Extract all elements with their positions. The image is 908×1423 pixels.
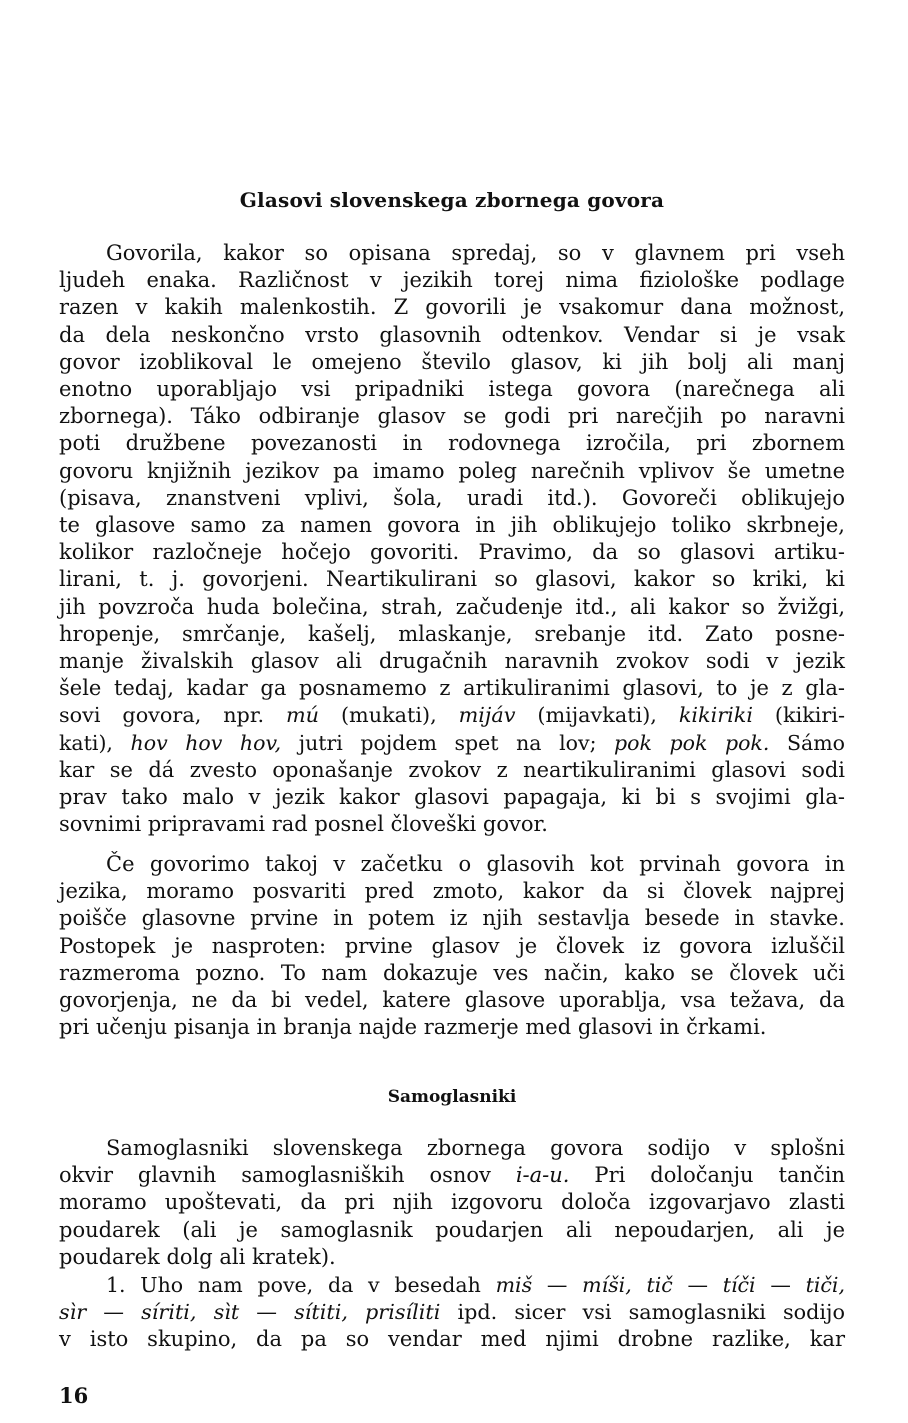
text-line: kolikor razločneje hočejo govoriti. Pravimo, da so glasovi artiku- bbox=[59, 540, 845, 565]
paragraph-2 bbox=[59, 851, 845, 1041]
page-number: 16 bbox=[59, 1383, 89, 1408]
text-line: sovnimi pripravami rad posnel človeški govor. bbox=[59, 812, 548, 837]
text-line: jezika, moramo posvariti pred zmoto, kakor da si človek najprej bbox=[59, 879, 845, 904]
text-line: prav tako malo v jezik kakor glasovi papagaja, ki bi s svojimi gla- bbox=[59, 785, 845, 810]
text-line: govor izoblikoval le omejeno število glasov, ki jih bolj ali manj bbox=[59, 349, 845, 374]
text-line: enotno uporabljajo vsi pripadniki istega govora (narečnega ali bbox=[59, 377, 845, 402]
text-line: 1. Uho nam pove, da v besedah miš — míši, tič — tíči — tiči, bbox=[106, 1273, 845, 1297]
text-line: hropenje, smrčanje, kašelj, mlaskanje, srebanje itd. Zato posne- bbox=[59, 621, 845, 646]
text-line: sovi govora, npr. mú (mukati), mijáv (mijavkati), kikiriki (kikiri- bbox=[59, 703, 845, 728]
text-line: Postopek je nasproten: prvine glasov je človek iz govora izluščil bbox=[59, 933, 845, 958]
text-line: okvir glavnih samoglasniških osnov i-a-u. Pri določanju tančin bbox=[59, 1163, 845, 1188]
text-line: v isto skupino, da pa so vendar med njimi drobne razlike, kar bbox=[59, 1327, 845, 1352]
text-line: sìr — síriti, sìt — sítiti, prisíliti ipd. sicer vsi samoglasniki sodijo bbox=[59, 1300, 845, 1325]
text-line: zbornega). Táko odbiranje glasov se godi pri narečjih po naravni bbox=[59, 404, 845, 429]
text-line: poišče glasovne prvine in potem iz njih sestavlja besede in stavke. bbox=[59, 906, 845, 931]
subsection-heading: Samoglasniki bbox=[387, 1087, 517, 1107]
section-title: Glasovi slovenskega zbornega govora bbox=[239, 188, 665, 212]
paragraph-4 bbox=[59, 1272, 845, 1354]
text-line: kar se dá zvesto oponašanje zvokov z neartikuliranimi glasovi sodi bbox=[59, 757, 845, 782]
paragraph-1 bbox=[59, 240, 845, 838]
text-line: razmeroma pozno. To nam dokazuje ves način, kako se človek uči bbox=[59, 960, 845, 985]
text-line: pri učenju pisanja in branja najde razmerje med glasovi in črkami. bbox=[59, 1015, 767, 1040]
text-line: te glasove samo za namen govora in jih oblikujejo toliko skrbneje, bbox=[59, 513, 845, 538]
text-line: ljudeh enaka. Različnost v jezikih torej nima fiziološke podlage bbox=[59, 268, 845, 293]
text-line: manje živalskih glasov ali drugačnih naravnih zvokov sodi v jezik bbox=[59, 649, 845, 674]
text-line: moramo upoštevati, da pri njih izgovoru določa izgovarjavo zlasti bbox=[59, 1190, 845, 1215]
text-line: Če govorimo takoj v začetku o glasovih kot prvinah govora in bbox=[106, 852, 845, 876]
text-line: poudarek dolg ali kratek). bbox=[59, 1244, 336, 1269]
text-line: Govorila, kakor so opisana spredaj, so v glavnem pri vseh bbox=[106, 241, 845, 265]
text-line: jih povzroča huda bolečina, strah, začudenje itd., ali kakor so žvižgi, bbox=[59, 594, 845, 619]
text-line: poudarek (ali je samoglasnik poudarjen ali nepoudarjen, ali je bbox=[59, 1217, 845, 1242]
text-line: poti družbene povezanosti in rodovnega izročila, pri zbornem bbox=[59, 431, 845, 456]
text-line: kati), hov hov hov, jutri pojdem spet na lov; pok pok pok. Sámo bbox=[59, 730, 845, 755]
text-line: Samoglasniki slovenskega zbornega govora sodijo v splošni bbox=[106, 1136, 845, 1160]
book-page bbox=[59, 0, 845, 1423]
text-line: lirani, t. j. govorjeni. Neartikulirani so glasovi, kakor so kriki, ki bbox=[59, 567, 845, 592]
text-line: da dela neskončno vrsto glasovnih odtenkov. Vendar si je vsak bbox=[59, 322, 845, 347]
text-line: govorjenja, ne da bi vedel, katere glasove uporablja, vsa težava, da bbox=[59, 988, 845, 1013]
text-line: šele tedaj, kadar ga posnamemo z artikuliranimi glasovi, to je z gla- bbox=[59, 676, 845, 701]
text-line: govoru knjižnih jezikov pa imamo poleg narečnih vplivov še umetne bbox=[59, 458, 845, 483]
paragraph-3 bbox=[59, 1135, 845, 1271]
text-line: (pisava, znanstveni vplivi, šola, uradi itd.). Govoreči oblikujejo bbox=[59, 485, 845, 510]
text-line: razen v kakih malenkostih. Z govorili je vsakomur dana možnost, bbox=[59, 295, 845, 320]
